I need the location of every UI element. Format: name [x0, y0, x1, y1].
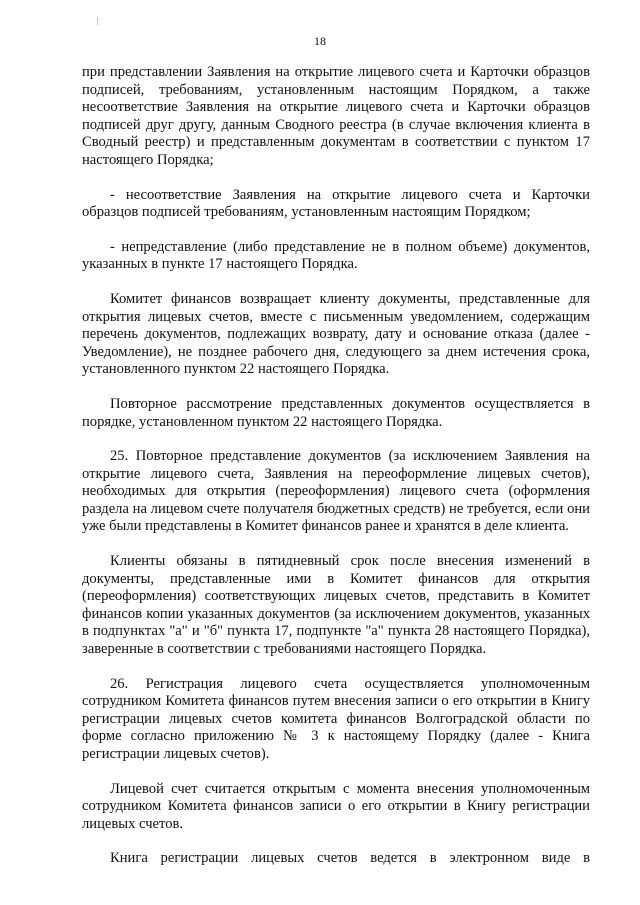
page-number: 18: [314, 34, 326, 48]
paragraph-section-25: 25. Повторное представление документов (за исключением Заявления на открытие лицевого счета, Заявления на переоформление лицевых счетов), необходимых для открытия (переоформления) лицевого счета (оформления раздела на лицевом счете получателя бюджетных средств) не требуется, если они уже были представлены в Комитет финансов ранее и хранятся в деле клиента.: [82, 448, 590, 535]
paragraph: Лицевой счет считается открытым с момента внесения уполномоченным сотрудником Комитета финансов записи о его открытии в Книгу регистрации лицевых счетов.: [82, 780, 590, 832]
page-body: [82, 64, 590, 885]
scan-mark: [97, 17, 98, 25]
paragraph-continuation: при представлении Заявления на открытие лицевого счета и Карточки образцов подписей, требованиям, установленным настоящим Порядком, а также несоответствие Заявления на открытие лицевого счета и Карточки образцов подписей друг другу, данным Сводного реестра (в случае включения клиента в Сводный реестр) и представленным документам в соответствии с пунктом 17 настоящего Порядка;: [82, 64, 590, 168]
paragraph-list-item: - непредставление (либо представление не в полном объеме) документов, указанных в пункте 17 настоящего Порядка.: [82, 238, 590, 273]
paragraph-cut-off: Книга регистрации лицевых счетов ведется в электронном виде в: [110, 850, 590, 867]
paragraph-section-26: 26. Регистрация лицевого счета осуществляется уполномоченным сотрудником Комитета финансов путем внесения записи о его открытии в Книгу регистрации лицевых счетов комитета финансов Волгоградской области по форме согласно приложению № 3 к настоящему Порядку (далее - Книга регистрации лицевых счетов).: [82, 675, 590, 762]
paragraph: Комитет финансов возвращает клиенту документы, представленные для открытия лицевых счетов, вместе с письменным уведомлением, содержащим перечень документов, подлежащих возврату, дату и основание отказа (далее - Уведомление), не позднее рабочего дня, следующего за днем истечения срока, установленного пунктом 22 настоящего Порядка.: [82, 290, 590, 378]
paragraph-list-item: - несоответствие Заявления на открытие лицевого счета и Карточки образцов подписей требованиям, установленным настоящим Порядком;: [82, 186, 590, 221]
paragraph: Повторное рассмотрение представленных документов осуществляется в порядке, установленном пунктом 22 настоящего Порядка.: [82, 395, 590, 430]
paragraph: Клиенты обязаны в пятидневный срок после внесения изменений в документы, представленные ими в Комитет финансов для открытия (переоформления) соответствующих лицевых счетов, представить в Комитет финансов копии указанных документов (за исключением документов, указанных в подпунктах "а" и "б" пункта 17, подпункте "а" пункта 28 настоящего Порядка), заверенные в соответствии с требованиями настоящего Порядка.: [82, 553, 590, 658]
